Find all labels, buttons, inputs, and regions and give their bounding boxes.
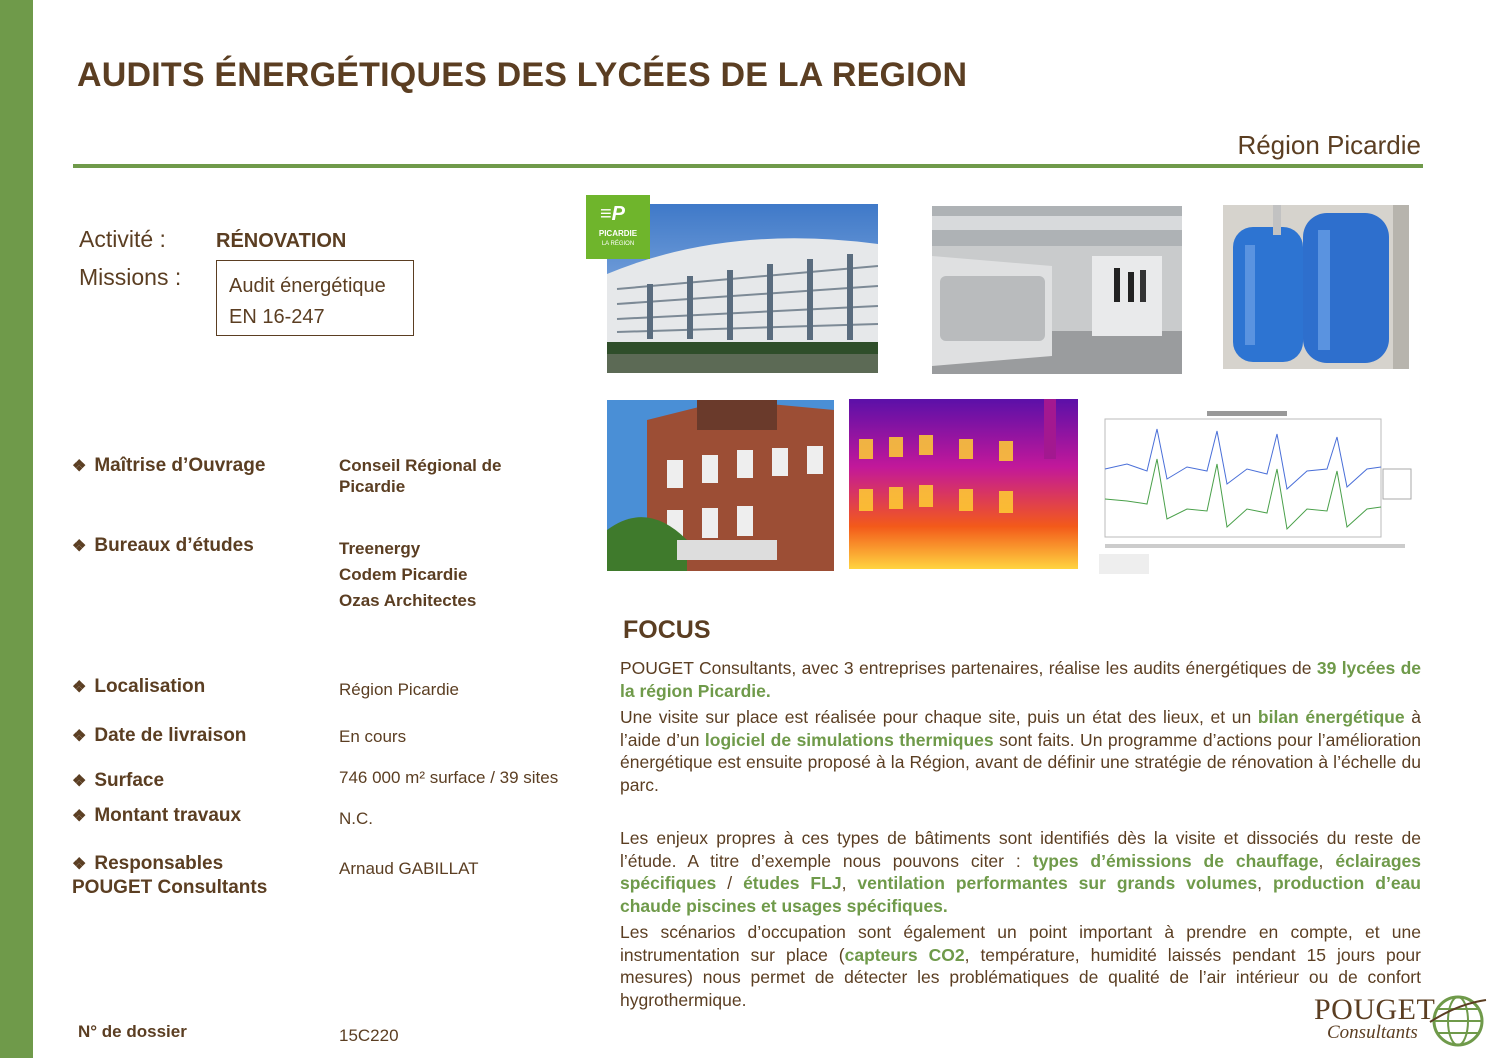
bullet-diamond-icon: ❖ [72,458,87,475]
detail-key-date: ❖ Date de livraison [72,725,247,746]
detail-key-maitrise: ❖ Maîtrise d’Ouvrage [72,455,266,476]
photo-measurement-chart [1097,409,1413,579]
page-title: AUDITS ÉNERGÉTIQUES DES LYCÉES DE LA REGION [77,56,968,94]
detail-key-responsables: ❖ Responsables POUGET Consultants [72,853,268,898]
missions-box [216,260,414,336]
bullet-diamond-icon: ❖ [72,808,87,825]
focus-paragraph-3: Les enjeux propres à ces types de bâtiments sont identifiés dès la visite et dissociés du reste de l’étude. A titre d’exemple nous pouvons citer : types d’émissions de chauffage, éclairages spécifiques / études FLJ, ventilation performantes sur grands volumes, production d’eau chaude piscines et usages spécifiques. [620,828,1422,916]
activity-label: Activité : [79,226,166,252]
bullet-diamond-icon: ❖ [72,856,87,873]
focus-paragraph-2: Une visite sur place est réalisée pour chaque site, puis un état des lieux, et un bilan énergétique à l’aide d’un logiciel de simulations thermiques sont faits. Un programme d’actions pour l’amélioration énergétique est ensuite proposé à la Région, avant de définir une stratégie de rénovation à l’échelle du parc. [620,707,1421,795]
detail-value-montant: N.C. [339,809,373,828]
detail-value-localisation: Région Picardie [339,680,460,699]
header-divider [73,164,1423,168]
detail-value-maitrise: Conseil Régional de Picardie [339,456,502,496]
detail-value-surface: 746 000 m² surface / 39 sites [339,768,559,787]
pouget-logo: POUGET Consultants [1300,990,1490,1050]
detail-key-montant: ❖ Montant travaux [72,805,242,826]
detail-value-responsables: Arnaud GABILLAT [339,859,479,878]
activity-value: RÉNOVATION [216,230,347,252]
focus-heading: FOCUS [623,616,711,644]
photo-brick-building [607,400,834,571]
focus-paragraph-1: POUGET Consultants, avec 3 entreprises partenaires, réalise les audits énergétiques de 39 lycées de la région Picardie. [620,658,1422,701]
bullet-diamond-icon: ❖ [72,679,87,696]
picardie-logo: ≡P PICARDIE LA RÉGION [586,195,650,259]
photo-technical-room [932,206,1182,374]
photo-thermal-image [849,399,1078,569]
bullet-diamond-icon: ❖ [72,773,87,790]
region-label: Région Picardie [1237,130,1421,160]
picardie-p-icon: ≡P [600,203,626,225]
bullet-diamond-icon: ❖ [72,538,87,555]
detail-value-bureaux: Treenergy Codem Picardie Ozas Architectes [339,539,477,610]
globe-icon [1428,992,1488,1048]
detail-key-bureaux: ❖ Bureaux d’études [72,535,254,556]
bullet-diamond-icon: ❖ [72,728,87,745]
mission-line: Audit énergétique [229,275,386,297]
mission-line: EN 16-247 [229,306,325,328]
dossier-label: N° de dossier [78,1022,187,1041]
detail-key-surface: ❖ Surface [72,770,165,791]
focus-paragraph-4: Les scénarios d’occupation sont également un point important à prendre en compte, et une instrumentation sur place (capteurs CO2, température, humidité laissés pendant 15 jours pour mesures) nous permet de détecter les problématiques de qualité de l’air intérieur ou de confort hygrothermique. [620,922,1421,1010]
detail-value-date: En cours [339,727,407,746]
dossier-value: 15C220 [339,1026,399,1045]
left-green-band [0,0,33,1058]
photo-water-tanks [1223,205,1409,369]
detail-key-localisation: ❖ Localisation [72,676,206,697]
missions-label: Missions : [79,264,182,290]
